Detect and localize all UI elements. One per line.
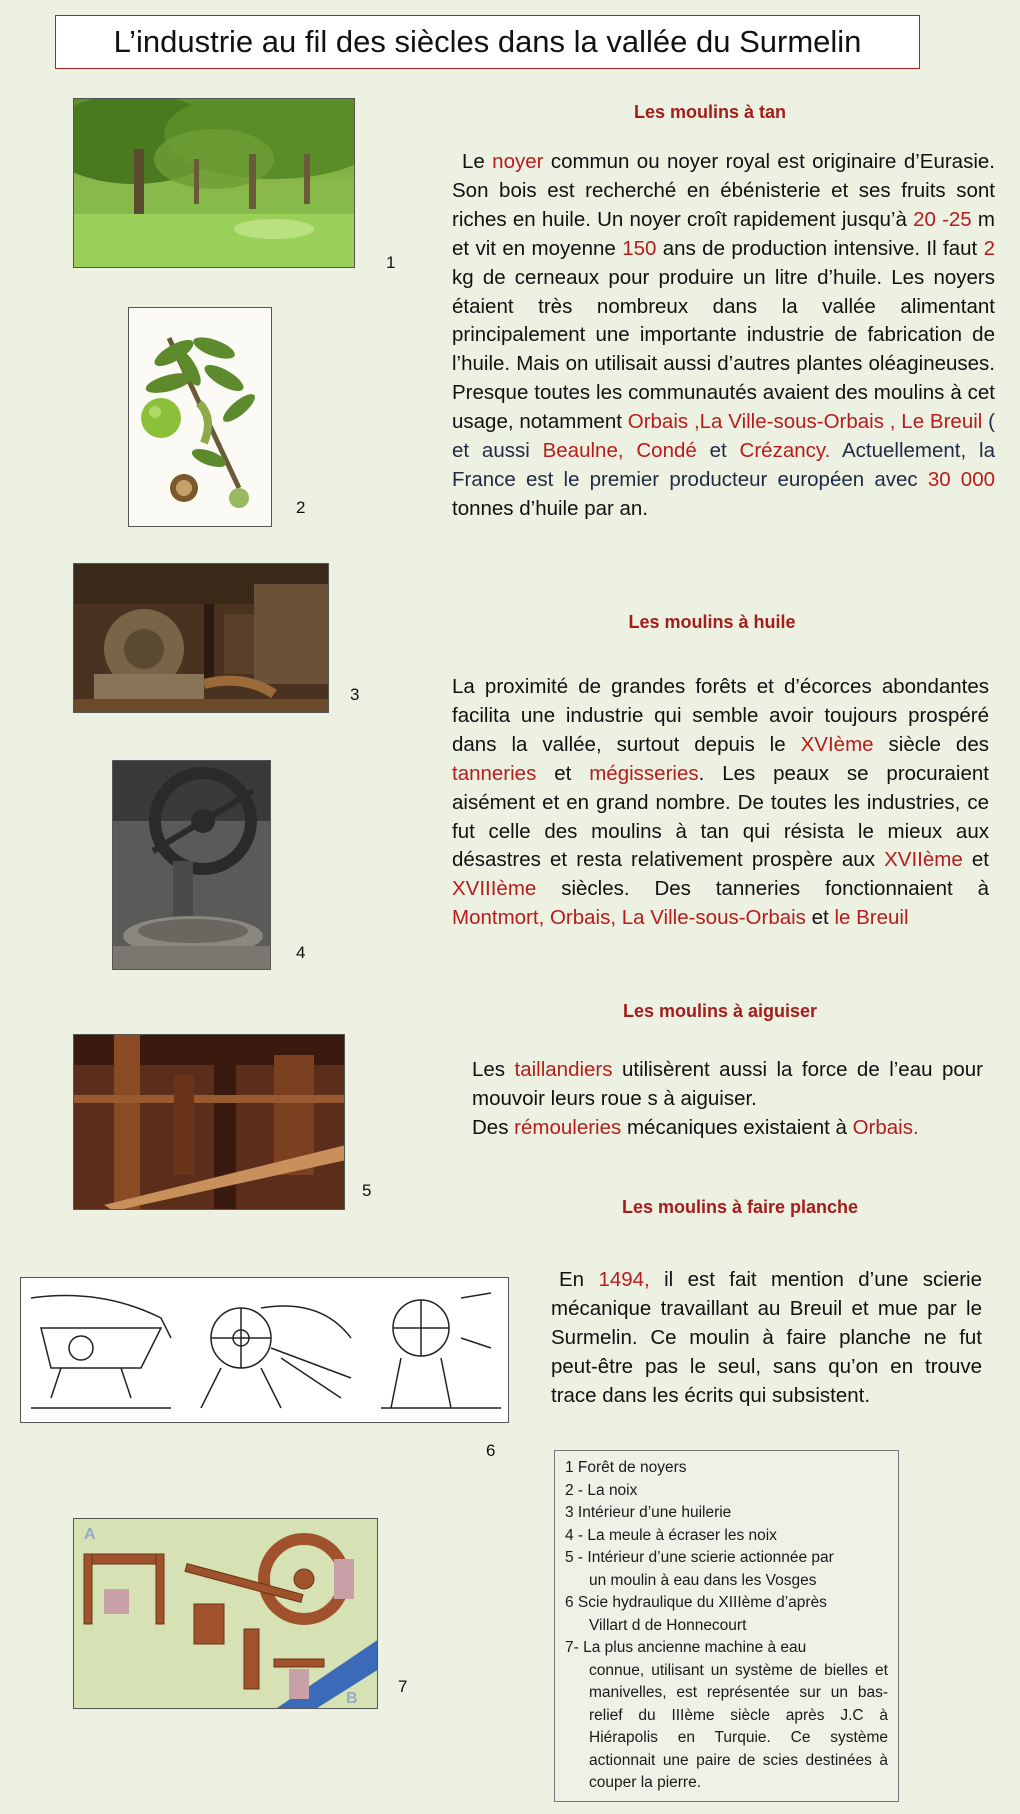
legend-item-7: 7- La plus ancienne machine à eau connue, utilisant un système de bielles et manivelles, est représentée sur un bas-relief du IIIème siècle après J.C à Hiérapolis en Turquie. Ce système actionnait une paire de scies destinées à couper la pierre.	[565, 1639, 888, 1791]
heading-moulins-a-huile: Les moulins à huile	[628, 612, 796, 632]
heading-moulins-a-faire-planche: Les moulins à faire planche	[621, 1197, 859, 1217]
figure-legend-box	[554, 1450, 899, 1802]
sawmill-interior-photo	[73, 1034, 345, 1210]
paragraph-moulins-a-aiguiser: Les taillandiers utilisèrent aussi la force de l’eau pour mouvoir leurs roue s à aiguiser. Des rémouleries mécaniques existaient à Orbais.	[472, 1058, 983, 1139]
figure-number-6: 6	[486, 1441, 496, 1460]
figure-number-7: 7	[398, 1677, 408, 1696]
legend-item-6: 6 Scie hydraulique du XIIIème d’après Villart d de Honnecourt	[565, 1594, 827, 1634]
legend-item-2: 2 - La noix	[565, 1481, 638, 1499]
heading-moulins-a-aiguiser: Les moulins à aiguiser	[622, 1001, 818, 1021]
grinding-wheel-photo	[112, 760, 271, 970]
page-title: L’industrie au fil des siècles dans la vallée du Surmelin	[55, 15, 920, 69]
figure-number-5: 5	[362, 1181, 372, 1200]
hydraulic-saw-sketch	[20, 1277, 509, 1423]
sketch-label-b: B	[346, 1690, 358, 1707]
heading-moulins-a-tan: Les moulins à tan	[633, 102, 787, 122]
figure-number-2: 2	[296, 498, 306, 517]
roman-saw-machine-illustration	[73, 1518, 378, 1709]
legend-item-5: 5 - Intérieur d’une scierie actionnée par un moulin à eau dans les Vosges	[565, 1549, 834, 1589]
figure-number-4: 4	[296, 943, 306, 962]
oil-mill-interior-photo	[73, 563, 329, 713]
legend-item-1: 1 Forêt de noyers	[565, 1459, 687, 1476]
sketch-label-a: A	[84, 1526, 96, 1543]
legend-item-4: 4 - La meule à écraser les noix	[565, 1526, 777, 1544]
paragraph-moulins-a-huile: La proximité de grandes forêts et d’écorces abondantes facilita une industrie qui semble avoir toujours prospéré dans la vallée, surtout depuis le XVIème siècle des tanneries et mégisseries. Les peaux se procuraient aisément et en grand nombre. De toutes les industries, ce fut celle des moulins à tan qui résista le mieux aux désastres et resta relativement prospère aux XVIIème et XVIIIème siècles. Des tanneries fonctionnaient à Montmort, Orbais, La Ville-sous-Orbais et le Breuil	[452, 675, 990, 930]
paragraph-moulins-a-faire-planche: En 1494, il est fait mention d’une scierie mécanique travaillant au Breuil et mue par le Surmelin. Ce moulin à faire planche ne fut peut-être pas le seul, sans qu’on en trouve trace dans les écrits qui subsistent.	[551, 1268, 982, 1407]
legend-item-3: 3 Intérieur d’une huilerie	[565, 1504, 732, 1521]
paragraph-moulins-a-tan: Le noyer commun ou noyer royal est originaire d’Eurasie. Son bois est recherché en ébénisterie et ses fruits sont riches en huile. Un noyer croît rapidement jusqu’à 20 -25 m et vit en moyenne 150 ans de production intensive. Il faut 2 kg de cerneaux pour produire un litre d’huile. Les noyers étaient très nombreux dans la vallée alimentant principalement une importante industrie de fabrication de l’huile. Mais on utilisait aussi d’autres plantes oléagineuses. Presque toutes les communautés avaient des moulins à cet usage, notamment Orbais ,La Ville-sous-Orbais , Le Breuil ( et aussi Beaulne, Condé et Crézancy. Actuellement, la France est le premier producteur européen avec 30 000 tonnes d’huile par an.	[452, 150, 996, 520]
figure-number-3: 3	[350, 685, 360, 704]
walnut-orchard-photo	[73, 98, 355, 268]
figure-number-1: 1	[386, 253, 396, 272]
walnut-botanical-illustration	[128, 307, 272, 527]
